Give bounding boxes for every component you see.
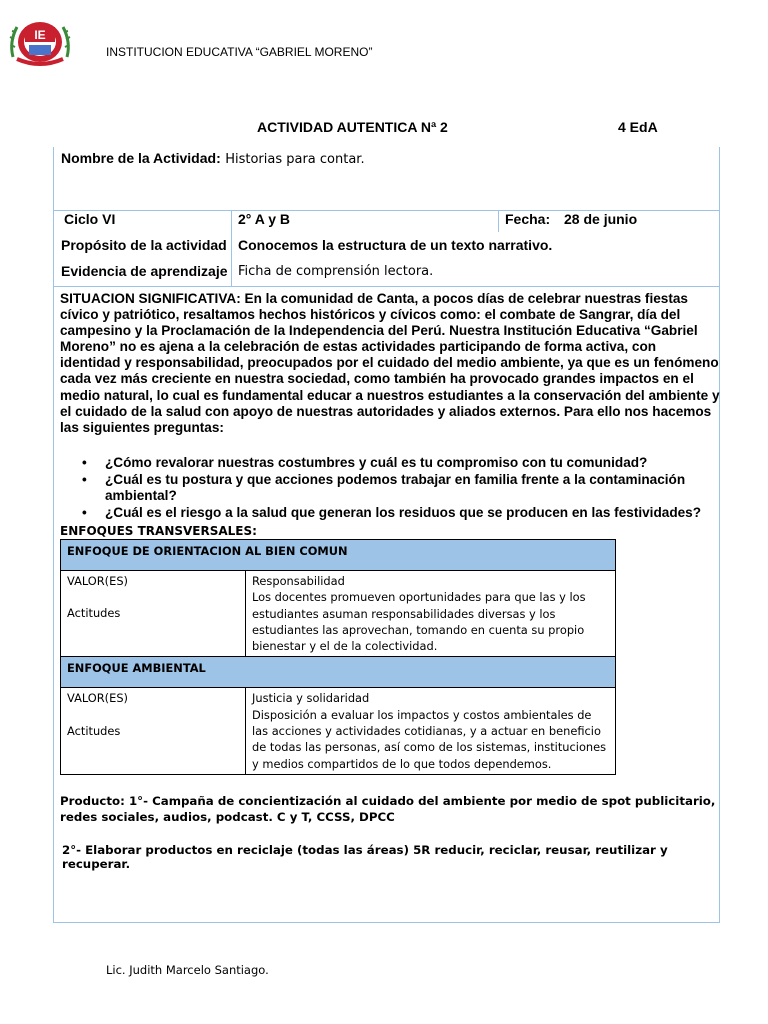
bullet-icon: • (82, 455, 87, 470)
enfoque-values (246, 688, 616, 774)
grade-code: 4 EdA (618, 119, 658, 135)
grade-value: 2° A y B (238, 211, 291, 227)
cycle-label: Ciclo VI (64, 211, 116, 227)
purpose-label: Propósito de la actividad (61, 237, 227, 253)
list-item: • ¿Cuál es tu postura y que acciones podemos trabajar en familia frente a la contaminación ambiental? (82, 472, 686, 503)
enfoques-label: ENFOQUES TRANSVERSALES: (60, 524, 257, 538)
product-second: 2°- Elaborar productos en reciclaje (todas las áreas) 5R reducir, reciclar, reusar, reutilizar y recuperar. (62, 843, 668, 871)
date-value: 28 de junio (564, 211, 638, 227)
signature: Lic. Judith Marcelo Santiago. (106, 963, 269, 977)
questions-list (80, 455, 720, 522)
bullet-icon: • (82, 505, 87, 520)
activity-title: ACTIVIDAD AUTENTICA Nª 2 (257, 119, 448, 135)
enfoques-table (60, 539, 616, 775)
enfoque-values (246, 571, 616, 657)
enfoque-labels: VALOR(ES) Actitudes (61, 571, 246, 657)
list-item: • ¿Cómo revalorar nuestras costumbres y cuál es tu compromiso con tu comunidad? (82, 455, 648, 470)
purpose-value: Conocemos la estructura de un texto narrativo. (238, 237, 553, 253)
evidence-label: Evidencia de aprendizaje (61, 263, 228, 279)
situation-body: En la comunidad de Canta, a pocos días de celebrar nuestras fiestas cívico y patriótico, resaltamos hechos históricos y cívicos como: el combate de Sangrar, día del campesino y la Proclamación de la Independencia del Perú. Nuestra Institución Educativa “Gabriel Moreno” no es ajena a la celebración de estas actividades participando de forma activa, con identidad y responsabilidad, preocupados por el cuidado del medio ambiente, ya que es un fenómeno cada vez más creciente en nuestra sociedad, como también ha provocado grandes impactos en el medio natural, lo cual es fundamental educar a nuestros estudiantes a la conservación del ambiente y el cuidado de la salud con apoyo de nuestras autoridades y aliados externos. Para ello nos hacemos las siguientes preguntas: (60, 291, 720, 435)
valor-value: Justicia y solidaridad (252, 691, 370, 706)
svg-text:IE: IE (34, 28, 46, 42)
situation-text (60, 291, 720, 436)
date-label: Fecha: (505, 211, 551, 227)
bullet-icon: • (82, 472, 87, 487)
list-item: • ¿Cuál es el riesgo a la salud que generan los residuos que se producen en las festividades? (82, 505, 702, 520)
activity-name-label: Nombre de la Actividad: (61, 150, 221, 166)
valor-value: Responsabilidad (252, 574, 345, 588)
institution-name: INSTITUCION EDUCATIVA “GABRIEL MORENO” (106, 45, 373, 59)
activity-name-row (61, 150, 365, 168)
enfoque-labels: VALOR(ES) Actitudes (61, 688, 246, 774)
product-first: Producto: 1°- Campaña de concientización al cuidado del ambiente por medio de spot publicitario, redes sociales, audios, podcast. C y T, CCSS, DPCC (60, 794, 716, 824)
enfoque-title: ENFOQUE DE ORIENTACION AL BIEN COMUN (61, 540, 616, 571)
actitudes-value: Disposición a evaluar los impactos y costos ambientales de las acciones y actividades cotidianas, y a actuar en beneficio de todas las personas, así como de los sistemas, instituciones y medios compartidos de lo que todos dependemos. (252, 707, 607, 771)
actitudes-value: Los docentes promueven oportunidades para que las y los estudiantes asuman responsabilidades diversas y los estudiantes las aprovechan, tomando en cuenta su propio bienestar y el de la colectividad. (252, 590, 586, 654)
evidence-value: Ficha de comprensión lectora. (238, 264, 434, 279)
activity-name-value: Historias para contar. (225, 152, 365, 167)
enfoque-title: ENFOQUE AMBIENTAL (61, 657, 616, 688)
school-logo (7, 17, 73, 67)
situation-label: SITUACION SIGNIFICATIVA: (60, 291, 241, 306)
